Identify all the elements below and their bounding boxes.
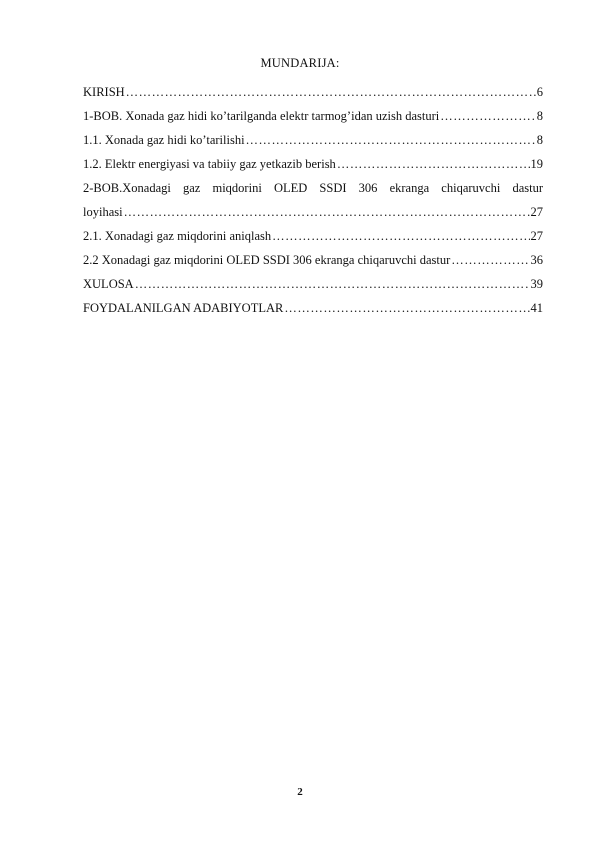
table-of-contents <box>83 80 543 320</box>
toc-entry-title: 2.1. Xonadagi gaz miqdorini aniqlash <box>83 229 272 243</box>
toc-leader-dots <box>440 104 535 128</box>
toc-entry-section-1-1 <box>83 128 543 152</box>
page-number: 2 <box>297 786 303 798</box>
toc-entry-section-2-1 <box>83 224 543 248</box>
toc-entry-xulosa <box>83 272 543 296</box>
toc-entry-page: 39 <box>530 277 543 291</box>
toc-entry-page: 27 <box>530 229 543 243</box>
toc-leader-dots <box>284 296 529 320</box>
toc-entry-chapter-1 <box>83 104 543 128</box>
toc-entry-section-1-2 <box>83 152 543 176</box>
toc-entry-title: 1.1. Xonada gaz hidi ko’tarilishi <box>83 133 245 147</box>
toc-leader-dots <box>246 128 536 152</box>
toc-leader-dots <box>337 152 530 176</box>
toc-heading: MUNDARIJA: <box>260 56 340 70</box>
toc-entry-page: 27 <box>530 205 543 219</box>
toc-entry-title: 1-BOB. Xonada gaz hidi ko’tarilganda elektr tarmog’idan uzish dasturi <box>83 109 440 123</box>
toc-leader-dots <box>124 200 530 224</box>
toc-entry-page: 6 <box>536 85 543 99</box>
toc-entry-page: 41 <box>530 301 543 315</box>
toc-leader-dots <box>135 272 530 296</box>
toc-entry-section-2-2 <box>83 248 543 272</box>
toc-leader-dots <box>126 80 536 104</box>
toc-entry-title: XULOSA <box>83 277 134 291</box>
toc-entry-title: 2.2 Xonadagi gaz miqdorini OLED SSDI 306 ekranga chiqaruvchi dastur <box>83 253 451 267</box>
toc-entry-title: FOYDALANILGAN ADABIYOTLAR <box>83 301 284 315</box>
toc-entry-page: 36 <box>530 253 543 267</box>
toc-entry-page: 8 <box>536 109 543 123</box>
toc-entry-kirish <box>83 80 543 104</box>
toc-entry-title: KIRISH <box>83 85 125 99</box>
toc-entry-page: 8 <box>536 133 543 147</box>
toc-entry-chapter-2 <box>83 200 543 224</box>
toc-entry-title: loyihasi <box>83 205 123 219</box>
toc-leader-dots <box>272 224 529 248</box>
toc-entry-page: 19 <box>530 157 543 171</box>
toc-entry-chapter-2-line1: 2-BOB.Xonadagi gaz miqdorini OLED SSDI 306 ekranga chiqaruvchi dastur <box>83 181 543 195</box>
toc-entry-references <box>83 296 543 320</box>
toc-leader-dots <box>451 248 529 272</box>
toc-entry-title: 1.2. Elektr energiyasi va tabiiy gaz yetkazib berish <box>83 157 336 171</box>
